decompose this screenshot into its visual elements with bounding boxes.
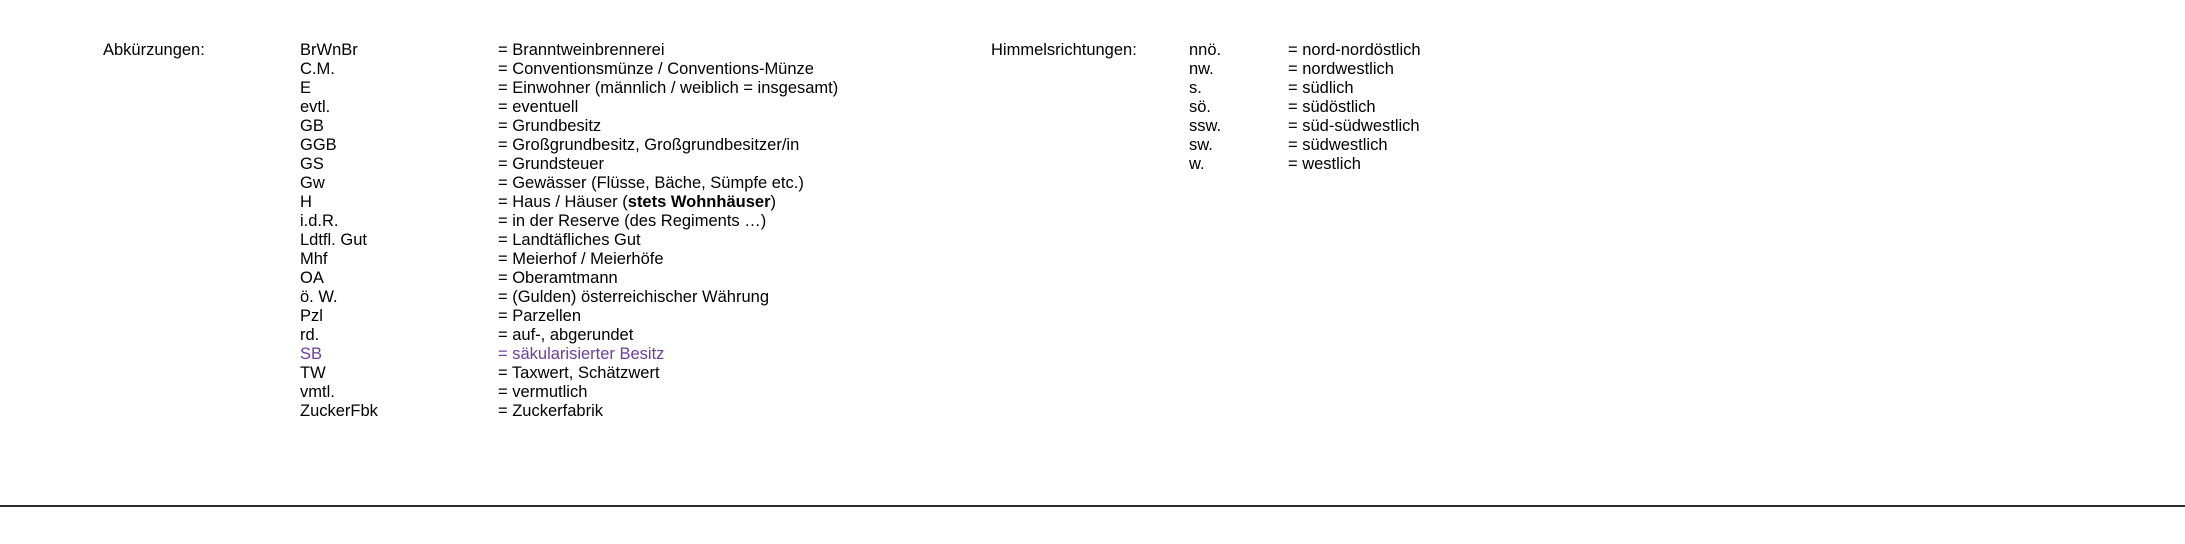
abbreviation-definition: = Oberamtmann — [498, 269, 618, 287]
abbreviation-term: H — [300, 193, 312, 211]
abbreviation-definition: = Einwohner (männlich / weiblich = insgesamt) — [498, 79, 839, 97]
direction-definition: = nordwestlich — [1288, 60, 1394, 78]
abbreviation-definition: = Gewässer (Flüsse, Bäche, Sümpfe etc.) — [498, 174, 804, 192]
abbreviation-term: OA — [300, 269, 324, 287]
abbreviation-term: GGB — [300, 136, 337, 154]
definition-text: = Haus / Häuser ( — [498, 193, 628, 211]
abbreviation-definition: = säkularisierter Besitz — [498, 345, 665, 363]
direction-term: nnö. — [1189, 41, 1222, 59]
abbreviation-term: SB — [300, 345, 323, 363]
abbreviation-definition: = Zuckerfabrik — [498, 402, 603, 420]
abbreviation-definition: = vermutlich — [498, 383, 588, 401]
direction-term: w. — [1189, 155, 1205, 173]
abbreviation-definition: = Grundsteuer — [498, 155, 604, 173]
abbreviation-term: ZuckerFbk — [300, 402, 378, 420]
abbreviation-term: Mhf — [300, 250, 328, 268]
abbreviation-definition: = Landtäfliches Gut — [498, 231, 641, 249]
abbreviation-definition: = in der Reserve (des Regiments …) — [498, 212, 767, 230]
definition-emphasis: stets Wohnhäuser — [627, 193, 771, 211]
abbreviation-definition: = Parzellen — [498, 307, 582, 325]
abbreviation-term: evtl. — [300, 98, 331, 116]
abbreviation-definition: = (Gulden) österreichischer Währung — [498, 288, 769, 306]
direction-definition: = südlich — [1288, 79, 1354, 97]
direction-term: nw. — [1189, 60, 1214, 78]
direction-term: s. — [1189, 79, 1202, 97]
abbreviation-definition — [498, 193, 776, 212]
abbreviation-definition: = Großgrundbesitz, Großgrundbesitzer/in — [498, 136, 800, 154]
abbreviation-term: vmtl. — [300, 383, 335, 401]
footer-divider — [0, 505, 2185, 507]
abbreviation-definition: = Branntweinbrennerei — [498, 41, 665, 59]
abbreviation-term: ö. W. — [300, 288, 338, 306]
abbreviation-definition: = Taxwert, Schätzwert — [498, 364, 660, 382]
directions-heading: Himmelsrichtungen: — [991, 41, 1137, 59]
direction-term: sw. — [1189, 136, 1213, 154]
direction-definition: = nord-nordöstlich — [1288, 41, 1421, 59]
definition-text-end: ) — [770, 193, 776, 211]
abbreviation-definition: = eventuell — [498, 98, 579, 116]
abbreviation-definition: = Meierhof / Meierhöfe — [498, 250, 664, 268]
abbreviation-term: E — [300, 79, 312, 97]
direction-definition: = südwestlich — [1288, 136, 1388, 154]
abbreviation-term: i.d.R. — [300, 212, 339, 230]
direction-definition: = süd-südwestlich — [1288, 117, 1420, 135]
abbreviation-term: GS — [300, 155, 324, 173]
abbreviation-definition: = auf-, abgerundet — [498, 326, 634, 344]
abbreviation-definition: = Conventionsmünze / Conventions-Münze — [498, 60, 814, 78]
abbreviation-term: GB — [300, 117, 324, 135]
direction-definition: = südöstlich — [1288, 98, 1376, 116]
direction-term: ssw. — [1189, 117, 1222, 135]
abbreviation-term: Pzl — [300, 307, 323, 325]
abbreviation-definition: = Grundbesitz — [498, 117, 602, 135]
direction-definition: = westlich — [1288, 155, 1361, 173]
abbreviation-term: Ldtfl. Gut — [300, 231, 367, 249]
abbreviation-term: C.M. — [300, 60, 335, 78]
abbreviation-term: Gw — [300, 174, 325, 192]
abbreviation-term: BrWnBr — [300, 41, 358, 59]
abbreviations-heading: Abkürzungen: — [103, 41, 205, 59]
abbreviation-term: rd. — [300, 326, 320, 344]
abbreviation-term: TW — [300, 364, 326, 382]
direction-term: sö. — [1189, 98, 1212, 116]
